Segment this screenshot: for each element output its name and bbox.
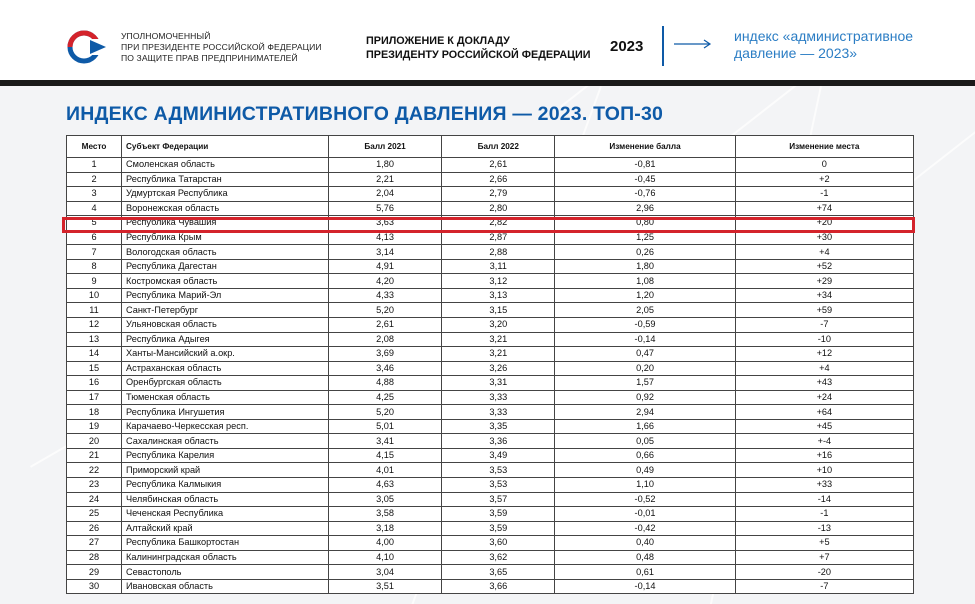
cell-rank: 5 (67, 216, 122, 231)
index-label: индекс «административное давление — 2023» (734, 28, 914, 61)
cell-score-2022: 3,33 (442, 405, 555, 420)
cell-score-change: -0,76 (555, 187, 735, 202)
cell-region: Ханты-Мансийский а.окр. (122, 347, 329, 362)
cell-rank: 19 (67, 419, 122, 434)
cell-score-change: -0,45 (555, 172, 735, 187)
cell-score-2021: 1,80 (329, 158, 442, 173)
cell-region: Чеченская Республика (122, 507, 329, 522)
cell-region: Республика Ингушетия (122, 405, 329, 420)
cell-rank: 27 (67, 536, 122, 551)
cell-score-change: 0,61 (555, 565, 735, 580)
cell-score-2021: 4,63 (329, 478, 442, 493)
cell-score-change: 0,92 (555, 390, 735, 405)
cell-score-2021: 3,41 (329, 434, 442, 449)
column-header-score-2022: Балл 2022 (442, 136, 555, 158)
cell-score-2022: 3,65 (442, 565, 555, 580)
cell-score-change: -0,14 (555, 579, 735, 594)
table-row (67, 448, 914, 463)
cell-region: Оренбургская область (122, 376, 329, 391)
cell-score-change: 0,66 (555, 448, 735, 463)
cell-rank-change: +52 (735, 259, 913, 274)
cell-rank-change: +34 (735, 288, 913, 303)
cell-score-2022: 2,82 (442, 216, 555, 231)
cell-rank: 14 (67, 347, 122, 362)
cell-region: Республика Дагестан (122, 259, 329, 274)
cell-rank: 25 (67, 507, 122, 522)
cell-region: Республика Татарстан (122, 172, 329, 187)
cell-score-2021: 4,88 (329, 376, 442, 391)
cell-rank: 29 (67, 565, 122, 580)
cell-rank-change: -13 (735, 521, 913, 536)
cell-region: Приморский край (122, 463, 329, 478)
table-header-row (67, 136, 914, 158)
cell-score-2022: 2,80 (442, 201, 555, 216)
cell-region: Челябинская область (122, 492, 329, 507)
table-row (67, 492, 914, 507)
cell-rank: 13 (67, 332, 122, 347)
cell-region: Республика Адыгея (122, 332, 329, 347)
cell-score-2021: 3,69 (329, 347, 442, 362)
cell-rank: 22 (67, 463, 122, 478)
cell-rank: 18 (67, 405, 122, 420)
cell-rank: 1 (67, 158, 122, 173)
cell-score-2021: 3,18 (329, 521, 442, 536)
table-row (67, 536, 914, 551)
cell-score-2021: 2,04 (329, 187, 442, 202)
cell-region: Ульяновская область (122, 318, 329, 333)
cell-score-2021: 3,14 (329, 245, 442, 260)
cell-score-2021: 4,00 (329, 536, 442, 551)
report-year: 2023 (610, 38, 644, 55)
cell-rank: 10 (67, 288, 122, 303)
column-header-rank: Место (67, 136, 122, 158)
table-row (67, 274, 914, 289)
table-row (67, 565, 914, 580)
cell-rank-change: +5 (735, 536, 913, 551)
cell-score-2022: 2,87 (442, 230, 555, 245)
cell-score-2021: 5,01 (329, 419, 442, 434)
cell-score-2022: 3,26 (442, 361, 555, 376)
cell-score-change: 1,08 (555, 274, 735, 289)
cell-region: Ивановская область (122, 579, 329, 594)
cell-rank: 8 (67, 259, 122, 274)
cell-region: Сахалинская область (122, 434, 329, 449)
cell-rank-change: +30 (735, 230, 913, 245)
cell-rank: 30 (67, 579, 122, 594)
cell-score-2022: 3,13 (442, 288, 555, 303)
table-row (67, 507, 914, 522)
cell-score-change: 1,20 (555, 288, 735, 303)
cell-rank: 21 (67, 448, 122, 463)
cell-score-2022: 2,66 (442, 172, 555, 187)
cell-score-2022: 3,53 (442, 463, 555, 478)
ranking-table (66, 135, 914, 594)
cell-score-2022: 3,36 (442, 434, 555, 449)
cell-score-2021: 3,63 (329, 216, 442, 231)
cell-rank-change: +16 (735, 448, 913, 463)
cell-region: Республика Башкортостан (122, 536, 329, 551)
column-header-score-change: Изменение балла (555, 136, 735, 158)
cell-rank: 20 (67, 434, 122, 449)
cell-score-2022: 3,12 (442, 274, 555, 289)
table-row (67, 187, 914, 202)
table-row (67, 478, 914, 493)
cell-region: Республика Марий-Эл (122, 288, 329, 303)
cell-rank: 3 (67, 187, 122, 202)
table-row (67, 376, 914, 391)
cell-score-change: 2,94 (555, 405, 735, 420)
table-row (67, 347, 914, 362)
cell-score-change: -0,59 (555, 318, 735, 333)
cell-score-2022: 3,60 (442, 536, 555, 551)
cell-region: Санкт-Петербург (122, 303, 329, 318)
cell-score-2021: 3,05 (329, 492, 442, 507)
cell-rank: 26 (67, 521, 122, 536)
cell-score-2022: 2,79 (442, 187, 555, 202)
cell-rank: 2 (67, 172, 122, 187)
cell-score-change: -0,14 (555, 332, 735, 347)
cell-score-2021: 3,51 (329, 579, 442, 594)
cell-score-2022: 3,20 (442, 318, 555, 333)
cell-score-2022: 3,33 (442, 390, 555, 405)
cell-score-2021: 2,21 (329, 172, 442, 187)
cell-score-change: -0,81 (555, 158, 735, 173)
table-row (67, 405, 914, 420)
cell-rank-change: +4 (735, 245, 913, 260)
cell-rank-change: +-4 (735, 434, 913, 449)
cell-score-2022: 3,59 (442, 521, 555, 536)
cell-score-2022: 3,21 (442, 347, 555, 362)
cell-rank: 7 (67, 245, 122, 260)
cell-score-change: 0,47 (555, 347, 735, 362)
cell-score-2022: 3,66 (442, 579, 555, 594)
cell-score-2021: 4,15 (329, 448, 442, 463)
cell-score-change: 2,05 (555, 303, 735, 318)
cell-score-change: -0,01 (555, 507, 735, 522)
cell-rank-change: -7 (735, 579, 913, 594)
cell-score-2021: 2,61 (329, 318, 442, 333)
cell-score-2022: 2,88 (442, 245, 555, 260)
cell-region: Тюменская область (122, 390, 329, 405)
cell-rank-change: +10 (735, 463, 913, 478)
table-row (67, 419, 914, 434)
cell-score-change: 0,26 (555, 245, 735, 260)
cell-score-change: 1,57 (555, 376, 735, 391)
cell-score-2021: 4,20 (329, 274, 442, 289)
cell-region: Карачаево-Черкесская респ. (122, 419, 329, 434)
table-row (67, 390, 914, 405)
cell-rank-change: -1 (735, 507, 913, 522)
cell-region: Алтайский край (122, 521, 329, 536)
table-row (67, 550, 914, 565)
table-row (67, 332, 914, 347)
cell-score-change: -0,42 (555, 521, 735, 536)
cell-score-2022: 3,49 (442, 448, 555, 463)
cell-rank-change: +64 (735, 405, 913, 420)
cell-region: Калининградская область (122, 550, 329, 565)
cell-score-change: 0,49 (555, 463, 735, 478)
table-row (67, 434, 914, 449)
cell-score-2021: 4,25 (329, 390, 442, 405)
cell-score-change: 0,80 (555, 216, 735, 231)
column-header-score-2021: Балл 2021 (329, 136, 442, 158)
report-appendix-title: ПРИЛОЖЕНИЕ К ДОКЛАДУ ПРЕЗИДЕНТУ РОССИЙСКОЙ ФЕДЕРАЦИИ (366, 35, 591, 61)
highlighted-row-frame (62, 217, 915, 233)
cell-rank-change: +33 (735, 478, 913, 493)
cell-rank-change: -14 (735, 492, 913, 507)
cell-rank-change: +12 (735, 347, 913, 362)
cell-region: Костромская область (122, 274, 329, 289)
table-row (67, 303, 914, 318)
cell-rank-change: -10 (735, 332, 913, 347)
cell-rank: 12 (67, 318, 122, 333)
page-title: ИНДЕКС АДМИНИСТРАТИВНОГО ДАВЛЕНИЯ — 2023. ТОП-30 (66, 103, 664, 125)
table-row (67, 245, 914, 260)
cell-score-2022: 3,31 (442, 376, 555, 391)
cell-score-2022: 3,53 (442, 478, 555, 493)
cell-score-2021: 4,91 (329, 259, 442, 274)
table-row (67, 201, 914, 216)
table-row (67, 158, 914, 173)
cell-score-change: 2,96 (555, 201, 735, 216)
table-row (67, 318, 914, 333)
table-row (67, 579, 914, 594)
cell-rank-change: +29 (735, 274, 913, 289)
cell-score-2021: 3,46 (329, 361, 442, 376)
cell-score-2021: 5,20 (329, 405, 442, 420)
cell-rank: 15 (67, 361, 122, 376)
cell-rank-change: +24 (735, 390, 913, 405)
cell-score-2022: 3,59 (442, 507, 555, 522)
table-row (67, 259, 914, 274)
table-row (67, 172, 914, 187)
cell-score-2022: 2,61 (442, 158, 555, 173)
cell-region: Севастополь (122, 565, 329, 580)
cell-rank-change: +45 (735, 419, 913, 434)
cell-rank: 23 (67, 478, 122, 493)
cell-score-2021: 4,10 (329, 550, 442, 565)
cell-score-change: 1,25 (555, 230, 735, 245)
column-header-region: Субъект Федерации (122, 136, 329, 158)
cell-score-2022: 3,11 (442, 259, 555, 274)
document-header (0, 0, 975, 80)
cell-rank-change: +20 (735, 216, 913, 231)
arrow-right-icon (674, 38, 712, 50)
cell-rank: 24 (67, 492, 122, 507)
column-header-rank-change: Изменение места (735, 136, 913, 158)
cell-score-change: 1,10 (555, 478, 735, 493)
cell-rank: 11 (67, 303, 122, 318)
cell-score-2021: 4,01 (329, 463, 442, 478)
cell-rank-change: +59 (735, 303, 913, 318)
cell-score-2021: 2,08 (329, 332, 442, 347)
cell-rank-change: +4 (735, 361, 913, 376)
cell-score-change: 0,48 (555, 550, 735, 565)
cell-region: Удмуртская Республика (122, 187, 329, 202)
cell-score-change: 0,05 (555, 434, 735, 449)
cell-rank: 9 (67, 274, 122, 289)
cell-score-2021: 4,33 (329, 288, 442, 303)
cell-score-2021: 5,76 (329, 201, 442, 216)
cell-rank: 17 (67, 390, 122, 405)
cell-rank-change: +43 (735, 376, 913, 391)
cell-score-2022: 3,57 (442, 492, 555, 507)
table-row (67, 288, 914, 303)
cell-score-2022: 3,62 (442, 550, 555, 565)
cell-rank-change: -20 (735, 565, 913, 580)
cell-score-change: -0,52 (555, 492, 735, 507)
header-divider-bar (0, 80, 975, 86)
table-row (67, 521, 914, 536)
cell-score-2021: 4,13 (329, 230, 442, 245)
cell-score-2022: 3,15 (442, 303, 555, 318)
cell-region: Республика Крым (122, 230, 329, 245)
cell-score-2021: 3,58 (329, 507, 442, 522)
table-row (67, 463, 914, 478)
cell-rank-change: -7 (735, 318, 913, 333)
cell-score-2021: 3,04 (329, 565, 442, 580)
cell-score-2022: 3,35 (442, 419, 555, 434)
cell-region: Республика Чувашия (122, 216, 329, 231)
cell-rank-change: -1 (735, 187, 913, 202)
cell-rank: 4 (67, 201, 122, 216)
cell-rank-change: +7 (735, 550, 913, 565)
cell-region: Астраханская область (122, 361, 329, 376)
cell-rank-change: +2 (735, 172, 913, 187)
cell-region: Республика Карелия (122, 448, 329, 463)
cell-score-2022: 3,21 (442, 332, 555, 347)
table-row (67, 361, 914, 376)
cell-region: Вологодская область (122, 245, 329, 260)
cell-score-change: 1,66 (555, 419, 735, 434)
cell-score-change: 0,20 (555, 361, 735, 376)
cell-rank: 28 (67, 550, 122, 565)
cell-score-change: 1,80 (555, 259, 735, 274)
cell-rank-change: 0 (735, 158, 913, 173)
header-divider (662, 26, 664, 66)
organization-name: УПОЛНОМОЧЕННЫЙ ПРИ ПРЕЗИДЕНТЕ РОССИЙСКОЙ ФЕДЕРАЦИИ ПО ЗАЩИТЕ ПРАВ ПРЕДПРИНИМАТЕЛЕЙ (121, 31, 322, 63)
cell-rank: 16 (67, 376, 122, 391)
cell-score-change: 0,40 (555, 536, 735, 551)
cell-rank-change: +74 (735, 201, 913, 216)
cell-region: Воронежская область (122, 201, 329, 216)
cell-score-2021: 5,20 (329, 303, 442, 318)
cell-region: Республика Калмыкия (122, 478, 329, 493)
ombudsman-logo-icon (64, 30, 108, 64)
cell-region: Смоленская область (122, 158, 329, 173)
cell-rank: 6 (67, 230, 122, 245)
